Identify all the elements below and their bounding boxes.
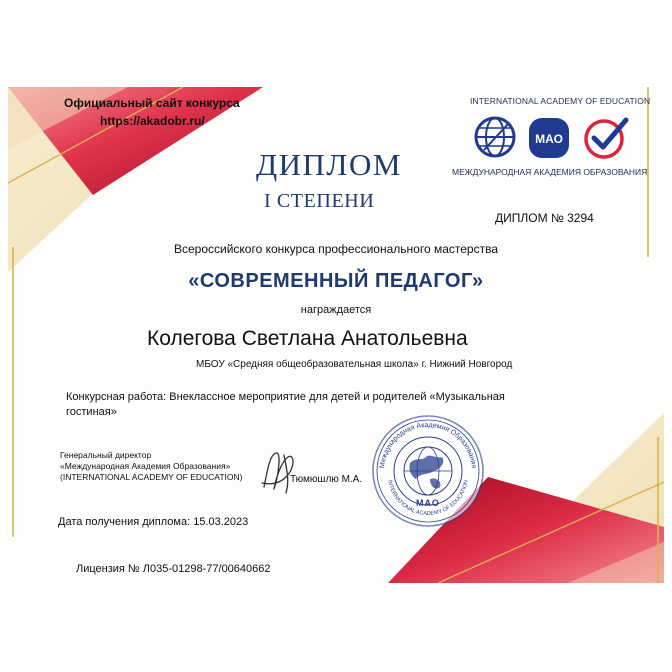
seal-stamp — [370, 413, 486, 529]
diploma-document — [8, 87, 664, 583]
license-number: Лицензия № Л035-01298-77/00640662 — [76, 563, 271, 575]
checkmark-icon — [582, 114, 630, 160]
site-url[interactable]: https://akadobr.ru/ — [100, 114, 205, 128]
seal-ring-text: Международная Академия Образования — [379, 421, 477, 469]
site-label: Официальный сайт конкурса — [64, 96, 240, 110]
director-organization-en: (INTERNATIONAL ACADEMY OF EDUCATION) — [60, 472, 243, 482]
receipt-date: Дата получения диплома: 15.03.2023 — [58, 516, 249, 528]
contest-work-line-1: Конкурсная работа: Внеклассное мероприятие для детей и родителей «Музыкальная — [66, 391, 505, 403]
director-title: Генеральный директор — [60, 450, 152, 460]
signature — [256, 447, 304, 497]
seal-ring-text-en: INTERNATIONAL ACADEMY OF EDUCATION — [386, 479, 470, 518]
globe-icon — [474, 116, 516, 158]
diploma-title: ДИПЛОМ — [256, 147, 402, 182]
contest-line: Всероссийского конкурса профессионального мастерства — [173, 242, 499, 256]
recipient-name: Колегова Светлана Анатольевна — [147, 327, 468, 350]
diploma-number: ДИПЛОМ № 3294 — [495, 211, 594, 225]
director-block — [60, 450, 242, 483]
mao-logo-icon — [527, 116, 571, 160]
seal-center-text: МАО — [416, 498, 440, 508]
director-organization-ru: «Международная Академия Образования» — [60, 461, 231, 471]
organization-name-ru: МЕЖДУНАРОДНАЯ АКАДЕМИЯ ОБРАЗОВАНИЯ — [452, 167, 648, 177]
director-name: Тюмюшлю М.А. — [290, 474, 363, 485]
svg-text:МАО: МАО — [535, 132, 563, 146]
contest-name: «СОВРЕМЕННЫЙ ПЕДАГОГ» — [188, 270, 484, 292]
contest-work-line-2: гостиная» — [66, 406, 117, 418]
awarded-label: награждается — [300, 304, 372, 316]
school-name: МБОУ «Средняя общеобразовательная школа» г. Нижний Новгород — [196, 359, 513, 370]
organization-name-en: INTERNATIONAL ACADEMY OF EDUCATION — [470, 96, 651, 106]
degree-title: I СТЕПЕНИ — [264, 190, 375, 212]
